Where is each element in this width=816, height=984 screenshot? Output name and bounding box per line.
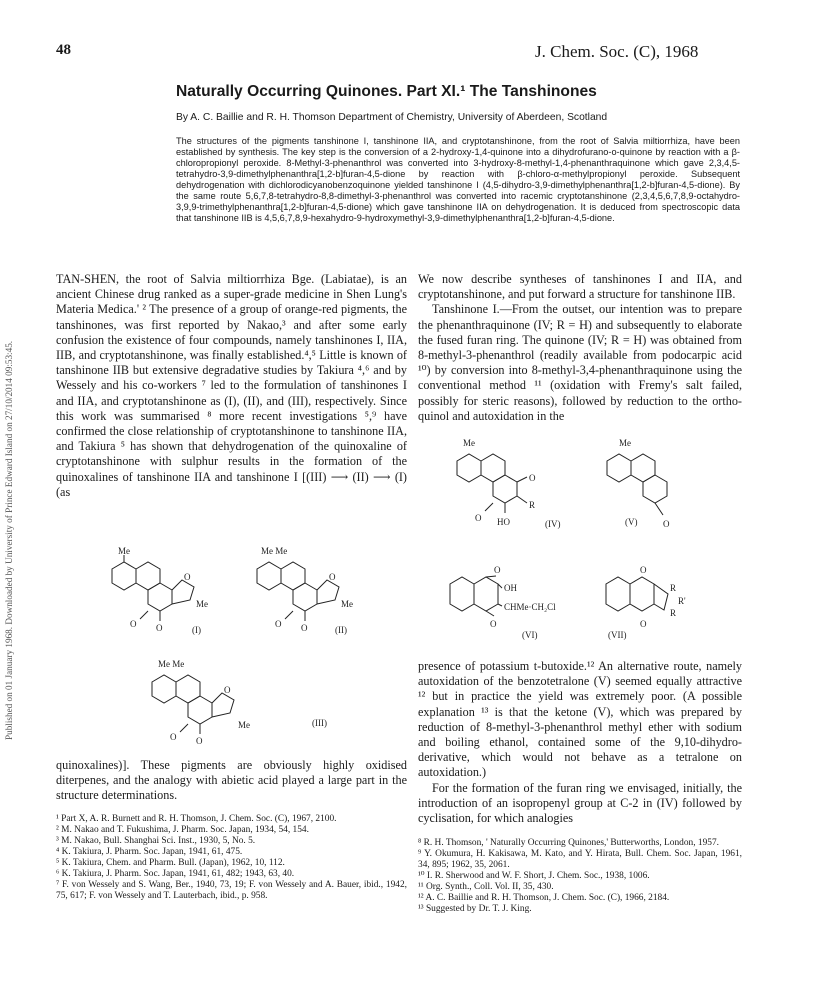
download-sidebar [4, 130, 18, 740]
svg-text:O: O [663, 519, 670, 529]
footnote: ² M. Nakao and T. Fukushima, J. Pharm. Soc. Japan, 1934, 54, 154. [56, 825, 309, 835]
svg-text:R: R [529, 500, 536, 510]
svg-text:HO: HO [497, 517, 510, 527]
svg-text:O: O [640, 619, 647, 629]
structure-I [110, 545, 208, 645]
footnote: ¹³ Suggested by Dr. T. J. King. [418, 904, 532, 914]
structure-VI [452, 564, 592, 644]
left-column-intro [56, 272, 407, 500]
svg-text:O: O [275, 619, 282, 629]
svg-text:O: O [196, 736, 203, 746]
journal-header: J. Chem. Soc. (C), 1968 [535, 42, 699, 61]
paragraph-syntheses: We now describe syntheses of tanshinones I and IIA, and cryptotanshinone, and put forward a structure for tanshinone IIB. [418, 272, 742, 302]
structure-I-me: Me [118, 546, 130, 556]
structure-III-label: (III) [312, 718, 327, 728]
right-column-intro [418, 272, 742, 424]
svg-text:R: R [670, 583, 677, 593]
svg-text:Me: Me [341, 599, 353, 609]
structure-V-label: (V) [625, 517, 638, 527]
footnote: ⁷ F. von Wessely and S. Wang, Ber., 1940, 73, 19; F. von Wessely and A. Bauer, ibid., 1942, 75, 617; F. von Wessely and T. Lauterbach, ibid., p. 958. [56, 880, 407, 901]
svg-text:O: O [184, 572, 191, 582]
svg-text:Me: Me [463, 438, 475, 448]
intro-paragraph: TAN-SHEN, the root of Salvia miltiorrhiza Bge. (Labiatae), is an ancient Chinese drug ranked as a super-grade medicine in Shen Lung's Materia Medica.' ² The presence of a group of orange-red pigments, the tanshinones, was first reported by Nakao,³ and after some early confusion the existence of four compounds, namely tanshinones I, IIA, IIB, and cryptotanshinone, was finally established.⁴,⁵ Little is known of tanshinone IIB but extensive degradative studies by Takiura ⁴,⁶ and by Wessely and his co-workers ⁷ led to the formulation of tanshinones I and IIA, and cryptotanshinone as (I), (II), and (III), respectively. Since this work was summarised ⁸ more recent investigations ⁵,⁹ have confirmed the close relationship of cryptotanshinone to tanshinone IIA, and Takiura ⁵ has shown that dehydrogenation of the quinoxaline of cryptotanshinone with sulphur results in the formation of the quinoxalines of tanshinone IIA and tanshinone I [(III) ⟶ (II) ⟶ (I) (as [56, 272, 407, 499]
footnote: ³ M. Nakao, Bull. Shanghai Sci. Inst., 1930, 5, No. 5. [56, 836, 256, 846]
left-footnotes [56, 814, 407, 902]
paragraph-quinoxalines: quinoxalines)]. These pigments are obviously highly oxidised diterpenes, and the analogy with abietic acid played a large part in the structure determinations. [56, 758, 407, 803]
svg-text:O: O [490, 619, 497, 629]
structure-III [150, 658, 350, 758]
footnote: ⁹ Y. Okumura, H. Kakisawa, M. Kato, and Y. Hirata, Bull. Chem. Soc. Japan, 1961, 34, 895; 1962, 35, 2061. [418, 849, 742, 870]
footnote: ⁵ K. Takiura, Chem. and Pharm. Bull. (Japan), 1962, 10, 112. [56, 858, 285, 868]
structure-VII [608, 564, 718, 644]
structure-VI-label: (VI) [522, 630, 538, 640]
svg-text:O: O [640, 565, 647, 575]
svg-text:Me Me: Me Me [261, 546, 288, 556]
svg-text:OH: OH [504, 583, 517, 593]
structure-IV-label: (IV) [545, 519, 561, 529]
svg-text:O: O [301, 623, 308, 633]
page-number: 48 [56, 42, 71, 58]
svg-text:O: O [130, 619, 137, 629]
structure-V [605, 437, 705, 547]
download-notice: Published on 01 January 1968. Downloaded by University of Prince Edward Island on 27/10/2014 09:53:45. [4, 340, 14, 740]
svg-text:CHMe·CH₂Cl: CHMe·CH₂Cl [504, 602, 556, 612]
svg-text:Me: Me [619, 438, 631, 448]
left-column-continued [56, 758, 407, 804]
footnote: ¹² A. C. Baillie and R. H. Thomson, J. Chem. Soc. (C), 1966, 2184. [418, 893, 670, 903]
right-footnotes [418, 838, 742, 915]
svg-text:R': R' [678, 596, 686, 606]
svg-text:O: O [224, 685, 231, 695]
footnote: ⁸ R. H. Thomson, ' Naturally Occurring Quinones,' Butterworths, London, 1957. [418, 838, 719, 848]
byline: By A. C. Baillie and R. H. Thomson Department of Chemistry, University of Aberdeen, Scotland [176, 112, 608, 123]
paragraph-alternative-route: presence of potassium t-butoxide.¹² An alternative route, namely autoxidation of the benzotetralone (V) seemed equally attractive ¹² but in practice the yield was extremely poor. (A possible explanation ¹³ is that the ketone (V), which was prepared by reduction of 8-methyl-3-phenanthrol methyl ether with sodium and boiling ethanol, contained some of the 9,10-dihydro-derivative, which would not behave as a tetralone on autoxidation.) [418, 659, 742, 780]
svg-text:O: O [329, 572, 336, 582]
svg-text:O: O [156, 623, 163, 633]
structure-VII-label: (VII) [608, 630, 627, 640]
structure-I-label: (I) [192, 625, 201, 635]
svg-text:R: R [670, 608, 677, 618]
svg-text:O: O [475, 513, 482, 523]
abstract: The structures of the pigments tanshinone I, tanshinone IIA, and cryptotanshinone, from the root of Salvia miltiorrhiza, have been established by synthesis. The key step is the conversion of a 2-hydroxy-1,4-quinone into a dihydrofurano-o-quinone by reaction with a β-chloropropionyl peroxide. 8-Methyl-3-phenanthrol was converted into 3-hydroxy-8-methyl-1,4-phenanthraquinone which gave 2,3,4,5-tetrahydro-3,9-dimethylphenanthra[1,2-b]furan-4,5-dione by reaction with β-chloro-α-methylpropionyl peroxide. Subsequent dehydrogenation with dichlorodicyanobenzoquinone yielded tanshinone I (4,5-dihydro-3,9-dimethylphenanthra[1,2-b]furan-4,5-dione). By the same route 5,6,7,8-tetrahydro-8,8-dimethyl-3-phenanthrol was converted into racemic cryptotanshinone (2,3,4,5,6,7,8,9-octahydro-3,9,9-trimethylphenanthra[1,2-b]furan-4,5-dione) which gave tanshinone IIA on dehydrogenation. It is deduced from spectroscopic data that tanshinone IIB is 4,5,6,7,8,9-hexahydro-9-hydroxymethyl-3,9-dimethylphenanthra[1,2-b]furan-4,5-dione. [176, 136, 740, 224]
article-title: Naturally Occurring Quinones. Part XI.¹ The Tanshinones [176, 83, 597, 100]
svg-text:O: O [529, 473, 536, 483]
svg-text:Me: Me [238, 720, 250, 730]
svg-text:O: O [494, 565, 501, 575]
footnote: ⁴ K. Takiura, J. Pharm. Soc. Japan, 1941, 61, 475. [56, 847, 243, 857]
footnote: ¹ Part X, A. R. Burnett and R. H. Thomson, J. Chem. Soc. (C), 1967, 2100. [56, 814, 337, 824]
footnote: ¹¹ Org. Synth., Coll. Vol. II, 35, 430. [418, 882, 554, 892]
paragraph-tanshinone-I: Tanshinone I.—From the outset, our intention was to prepare the phenanthraquinone (IV; R = H) and subsequently to elaborate the fused furan ring. The quinone (IV; R = H) was obtained from 8-methyl-3-phenanthrol (readily available from podocarpic acid ¹⁰) by conversion into 8-methyl-3,4-phenanthraquinone using the conventional method ¹¹ (oxidation with Fremy's salt failed, possibly for steric reasons), followed by reduction to the ortho-quinol and autoxidation in the [418, 302, 742, 423]
svg-text:O: O [170, 732, 177, 742]
structure-II-label: (II) [335, 625, 347, 635]
svg-text:Me Me: Me Me [158, 659, 185, 669]
footnote: ¹⁰ I. R. Sherwood and W. F. Short, J. Chem. Soc., 1938, 1006. [418, 871, 650, 881]
footnote: ⁶ K. Takiura, J. Pharm. Soc. Japan, 1941, 61, 482; 1943, 63, 40. [56, 869, 295, 879]
paragraph-furan-ring: For the formation of the furan ring we envisaged, initially, the introduction of an isopropenyl group at C-2 in (IV) followed by cyclisation, for which analogies [418, 780, 742, 826]
svg-text:Me: Me [196, 599, 208, 609]
structure-II [255, 545, 365, 645]
structure-IV [455, 437, 575, 547]
right-column-continued [418, 659, 742, 826]
